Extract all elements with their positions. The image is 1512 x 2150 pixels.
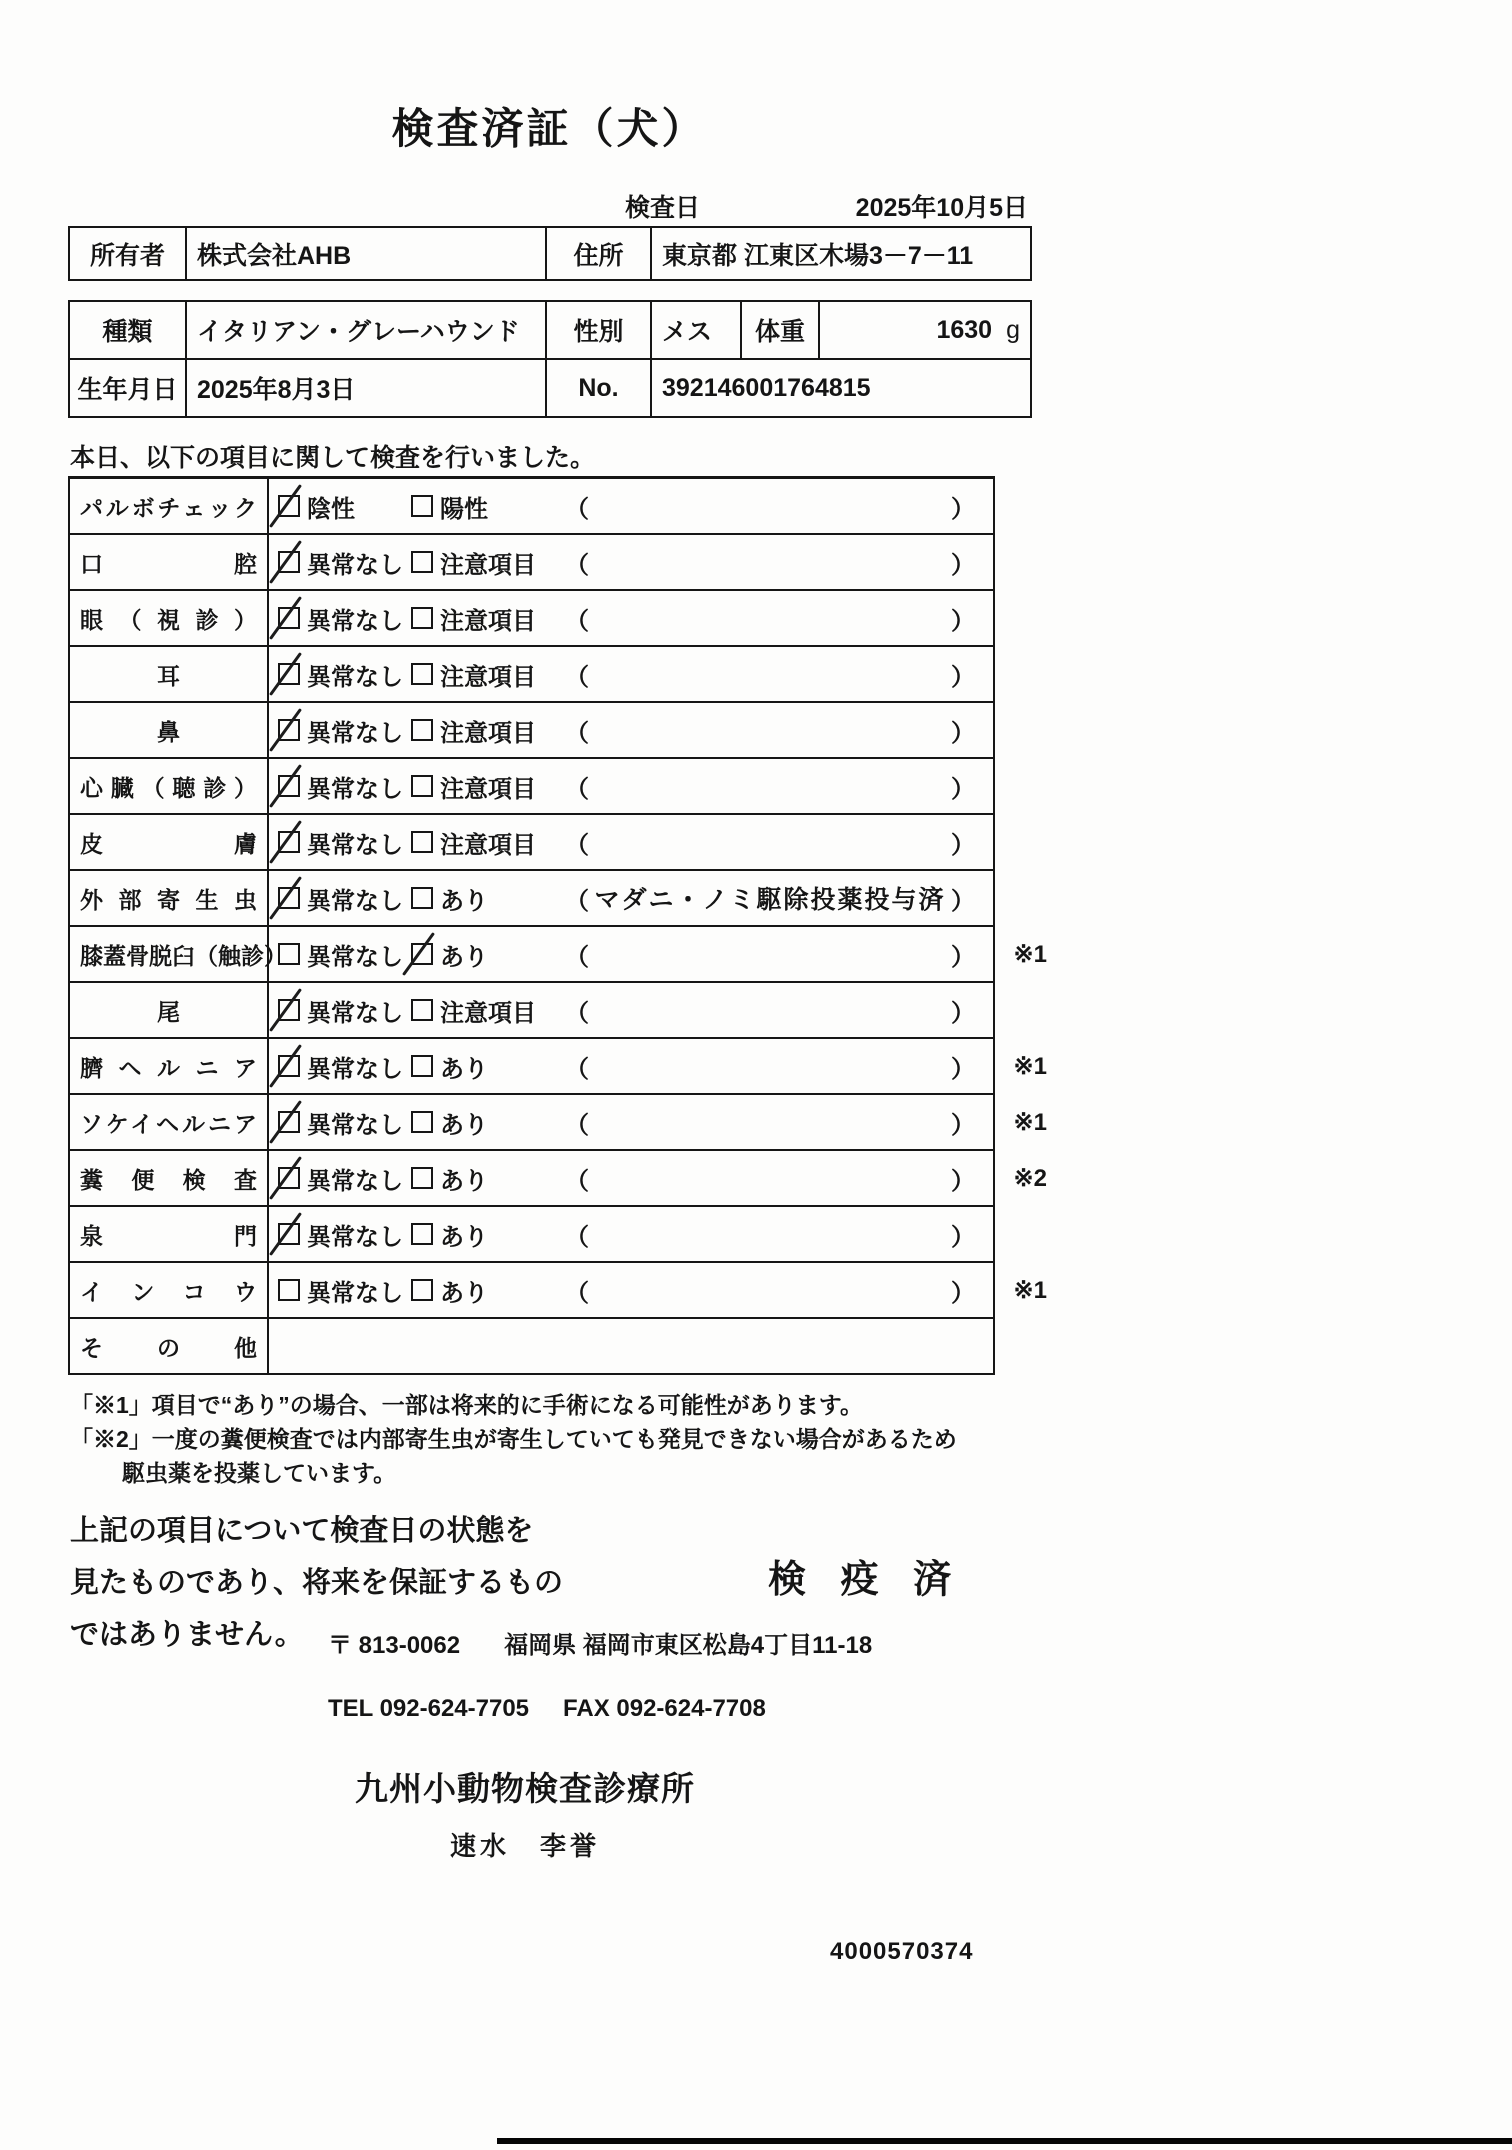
option-1-label: 異常なし	[307, 1167, 403, 1195]
checkbox	[278, 607, 300, 629]
option-1	[278, 713, 411, 748]
option-2	[411, 713, 563, 748]
checklist-item-label: その他	[80, 1334, 257, 1361]
checklist-row	[68, 927, 1047, 983]
option-1-label: 異常なし	[307, 1279, 403, 1307]
checklist-row	[68, 703, 995, 759]
option-1-label: 異常なし	[307, 607, 403, 635]
option-2	[411, 1273, 563, 1308]
option-1	[278, 601, 411, 636]
remark-text: マダニ・ノミ駆除投薬投与済	[594, 886, 946, 914]
option-2	[411, 769, 563, 804]
paren-open: （	[565, 999, 589, 1027]
option-2-label: あり	[440, 1055, 488, 1083]
option-1-label: 異常なし	[307, 719, 403, 747]
option-2-label: 注意項目	[440, 607, 536, 635]
checklist-item-cell	[70, 1095, 269, 1149]
checklist-intro: 本日、以下の項目に関して検査を行いました。	[70, 444, 596, 472]
checkbox	[411, 663, 433, 685]
checkbox	[411, 887, 433, 909]
postal-code: 〒 813-0062	[328, 1632, 461, 1659]
checklist-table	[68, 476, 1047, 1375]
inspection-date-value: 2025年10月5日	[855, 194, 1028, 222]
option-2	[411, 657, 563, 692]
option-1	[278, 1217, 411, 1252]
checklist-item-label: 膝蓋骨脱臼（触診）	[80, 942, 287, 969]
disclaimer-line-2: 見たものであり、将来を保証するもの	[70, 1567, 564, 1599]
checkbox	[411, 831, 433, 853]
checkbox	[278, 495, 300, 517]
checklist-options-cell	[269, 535, 993, 589]
checklist-row	[68, 591, 995, 647]
paren-close: ）	[951, 831, 975, 859]
address-label: 住所	[546, 227, 651, 280]
option-1-label: 陰性	[307, 495, 355, 523]
checklist-item-cell	[70, 1207, 269, 1261]
option-1	[278, 993, 411, 1028]
option-1	[278, 937, 411, 972]
option-1	[278, 1105, 411, 1140]
paren-open: （	[565, 607, 589, 635]
option-1	[278, 1273, 411, 1308]
checklist-options-cell	[269, 815, 993, 869]
checkbox	[278, 831, 300, 853]
note-badge: ※1	[1013, 1109, 1047, 1136]
paren-open: （	[565, 719, 589, 747]
checklist-item-label: 糞便検査	[80, 1166, 257, 1193]
option-2	[411, 545, 563, 580]
checklist-row	[68, 1207, 995, 1263]
checklist-item-label: インコウ	[80, 1278, 257, 1305]
checklist-item-cell	[70, 815, 269, 869]
inspection-date-line	[68, 188, 1030, 224]
checklist-options-cell	[269, 871, 993, 925]
inspection-date-label: 検査日	[625, 194, 701, 222]
checklist-item-cell	[70, 1319, 269, 1373]
birth-value: 2025年8月3日	[186, 359, 546, 417]
checklist-item-label: 皮膚	[80, 830, 257, 857]
option-1	[278, 825, 411, 860]
checklist-options-cell	[269, 983, 993, 1037]
checklist-options-cell	[269, 647, 993, 701]
page-title: 検査済証（犬）	[391, 105, 707, 152]
checkbox	[278, 551, 300, 573]
option-1-label: 異常なし	[307, 943, 403, 971]
checklist-options-cell	[269, 1319, 993, 1373]
checklist-item-label: 泉門	[80, 1222, 257, 1249]
checklist-options-cell	[269, 927, 993, 981]
weight-unit: g	[1006, 315, 1020, 344]
scan-artifact-line	[497, 2138, 1512, 2144]
serial-number: 4000570374	[830, 1938, 974, 1965]
option-2-label: あり	[440, 1167, 488, 1195]
checklist-item-cell	[70, 983, 269, 1037]
checkbox	[411, 1055, 433, 1077]
owner-table	[68, 226, 1032, 281]
checklist-item-label: 耳	[157, 662, 180, 689]
checklist-options-cell	[269, 1039, 993, 1093]
microchip-no-value: 392146001764815	[651, 359, 1031, 417]
option-1	[278, 489, 411, 524]
checklist-item-cell	[70, 703, 269, 757]
checkbox	[278, 663, 300, 685]
paren-open: （	[565, 495, 589, 523]
option-2	[411, 937, 563, 972]
option-2	[411, 1049, 563, 1084]
checkbox	[278, 1223, 300, 1245]
checklist-options-cell	[269, 479, 993, 533]
note-badge: ※1	[1013, 941, 1047, 968]
checklist-options-cell	[269, 1263, 993, 1317]
checklist-row	[68, 871, 995, 927]
option-2-label: 注意項目	[440, 719, 536, 747]
clinic-block	[351, 1763, 699, 1863]
sex-label: 性別	[546, 301, 651, 359]
note-badge: ※1	[1013, 1277, 1047, 1304]
checkbox	[278, 1279, 300, 1301]
option-1-label: 異常なし	[307, 775, 403, 803]
checklist-item-cell	[70, 1151, 269, 1205]
breed-row	[69, 301, 1031, 359]
paren-close: ）	[951, 607, 975, 635]
option-2-label: 注意項目	[440, 663, 536, 691]
option-1-label: 異常なし	[307, 1055, 403, 1083]
option-2-label: 注意項目	[440, 831, 536, 859]
footnote-2-continued: 駆虫薬を投薬しています。	[122, 1460, 397, 1486]
checklist-item-cell	[70, 535, 269, 589]
paren-open: （	[565, 775, 589, 803]
weight-label: 体重	[741, 301, 819, 359]
note-badge: ※1	[1013, 1053, 1047, 1080]
option-1-label: 異常なし	[307, 1223, 403, 1251]
paren-close: ）	[951, 1223, 975, 1251]
fax-number: FAX 092-624-7708	[563, 1695, 766, 1722]
option-1	[278, 545, 411, 580]
disclaimer-line-1: 上記の項目について検査日の状態を	[70, 1515, 534, 1547]
option-1-label: 異常なし	[307, 663, 403, 691]
checklist-item-label: 眼（視診）	[80, 606, 257, 633]
footnote-2: 「※2」一度の糞便検査では内部寄生虫が寄生していても発見できない場合があるため	[70, 1426, 957, 1452]
paren-close: ）	[951, 943, 975, 971]
option-2-label: あり	[440, 887, 488, 915]
option-2	[411, 881, 563, 916]
checklist-options-cell	[269, 1151, 993, 1205]
checklist-item-label: ソケイヘルニア	[80, 1110, 257, 1137]
checklist-item-cell	[70, 1263, 269, 1317]
footnote-1: 「※1」項目で“あり”の場合、一部は将来的に手術になる可能性があります。	[70, 1392, 863, 1418]
birth-row	[69, 359, 1031, 417]
tel-number: TEL 092-624-7705	[328, 1695, 530, 1722]
birth-label: 生年月日	[69, 359, 186, 417]
option-1-label: 異常なし	[307, 887, 403, 915]
checkbox	[411, 1167, 433, 1189]
checkbox	[278, 1055, 300, 1077]
option-1	[278, 1049, 411, 1084]
checklist-item-cell	[70, 479, 269, 533]
option-2-label: 注意項目	[440, 999, 536, 1027]
paren-close: ）	[951, 551, 975, 579]
option-1	[278, 881, 411, 916]
checklist-item-label: 臍ヘルニア	[80, 1054, 257, 1081]
checklist-item-cell	[70, 647, 269, 701]
animal-info-table	[68, 300, 1032, 418]
paren-open: （	[565, 831, 589, 859]
option-2	[411, 993, 563, 1028]
disclaimer-line-3: ではありません。	[70, 1619, 304, 1651]
checklist-row	[68, 647, 995, 703]
checkbox	[411, 775, 433, 797]
option-1-label: 異常なし	[307, 999, 403, 1027]
checkbox	[278, 943, 300, 965]
clinic-name: 九州小動物検査診療所	[355, 1770, 695, 1807]
checklist-item-label: 尾	[157, 998, 180, 1025]
paren-close: ）	[951, 719, 975, 747]
checkbox	[411, 551, 433, 573]
option-1	[278, 1161, 411, 1196]
paren-close: ）	[951, 663, 975, 691]
checklist-row	[68, 1039, 1047, 1095]
veterinarian-name: 速水 李誉	[449, 1831, 600, 1861]
checkbox	[278, 999, 300, 1021]
checkbox	[411, 719, 433, 741]
checklist-item-label: パルボチェック	[80, 494, 257, 521]
paren-open: （	[565, 1055, 589, 1083]
checkbox	[411, 495, 433, 517]
checklist-options-cell	[269, 1095, 993, 1149]
checkbox	[411, 607, 433, 629]
checklist-item-label: 口腔	[80, 550, 257, 577]
note-badge: ※2	[1013, 1165, 1047, 1192]
option-2-label: あり	[440, 943, 488, 971]
checklist-row	[68, 535, 995, 591]
paren-open: （	[565, 887, 589, 915]
checklist-row	[68, 759, 995, 815]
paren-close: ）	[951, 495, 975, 523]
checkbox	[411, 1111, 433, 1133]
footnotes	[70, 1388, 957, 1490]
option-2-label: あり	[440, 1279, 488, 1307]
checklist-row	[68, 1263, 1047, 1319]
checklist-item-cell	[70, 759, 269, 813]
owner-value: 株式会社AHB	[186, 227, 546, 280]
option-2-label: 注意項目	[440, 551, 536, 579]
checklist-item-cell	[70, 871, 269, 925]
clinic-address-line	[328, 1625, 872, 1660]
option-2-label: あり	[440, 1111, 488, 1139]
option-1-label: 異常なし	[307, 551, 403, 579]
option-2-label: 注意項目	[440, 775, 536, 803]
checklist-row	[68, 983, 995, 1039]
checkbox	[278, 775, 300, 797]
clinic-contact-line	[328, 1695, 766, 1723]
paren-open: （	[565, 1223, 589, 1251]
sex-value: メス	[651, 301, 741, 359]
checklist-options-cell	[269, 703, 993, 757]
checklist-item-cell	[70, 1039, 269, 1093]
paren-open: （	[565, 551, 589, 579]
option-1	[278, 769, 411, 804]
paren-open: （	[565, 1111, 589, 1139]
checkbox	[411, 943, 433, 965]
paren-close: ）	[951, 1055, 975, 1083]
paren-open: （	[565, 1279, 589, 1307]
microchip-no-label: No.	[546, 359, 651, 417]
checklist-row	[68, 479, 995, 535]
checklist-options-cell	[269, 1207, 993, 1261]
checklist-item-label: 外部寄生虫	[80, 886, 257, 913]
checklist-row	[68, 1151, 1047, 1207]
checkbox	[278, 1111, 300, 1133]
option-2	[411, 825, 563, 860]
option-2-label: 陽性	[440, 495, 488, 523]
breed-value: イタリアン・グレーハウンド	[186, 301, 546, 359]
checklist-options-cell	[269, 591, 993, 645]
paren-close: ）	[951, 887, 975, 915]
paren-close: ）	[951, 775, 975, 803]
weight-value: 1630	[936, 315, 993, 344]
clinic-address: 福岡県 福岡市東区松島4丁目11-18	[504, 1632, 873, 1659]
option-1-label: 異常なし	[307, 831, 403, 859]
checkbox	[411, 1223, 433, 1245]
option-2	[411, 601, 563, 636]
checklist-row	[68, 815, 995, 871]
option-1-label: 異常なし	[307, 1111, 403, 1139]
checkbox	[278, 887, 300, 909]
option-1	[278, 657, 411, 692]
checklist-item-label: 心臓（聴診）	[80, 774, 257, 801]
checklist-item-cell	[70, 927, 287, 981]
owner-label: 所有者	[69, 227, 186, 280]
checkbox	[411, 1279, 433, 1301]
breed-label: 種類	[69, 301, 186, 359]
checklist-options-cell	[269, 759, 993, 813]
address-value: 東京都 江東区木場3－7－11	[651, 227, 1031, 280]
checkbox	[278, 719, 300, 741]
paren-open: （	[565, 943, 589, 971]
paren-close: ）	[951, 999, 975, 1027]
paren-close: ）	[951, 1279, 975, 1307]
option-2	[411, 1161, 563, 1196]
checklist-item-label: 鼻	[157, 718, 180, 745]
owner-row	[69, 227, 1031, 280]
option-2	[411, 1217, 563, 1252]
checklist-row	[68, 1095, 1047, 1151]
checklist-row	[68, 1319, 995, 1375]
option-2	[411, 489, 563, 524]
paren-open: （	[565, 663, 589, 691]
paren-close: ）	[951, 1167, 975, 1195]
option-2-label: あり	[440, 1223, 488, 1251]
option-2	[411, 1105, 563, 1140]
checklist-item-cell	[70, 591, 269, 645]
quarantine-stamp: 検 疫 済	[768, 1559, 964, 1601]
weight-value-cell	[819, 301, 1031, 359]
checkbox	[278, 1167, 300, 1189]
checkbox	[411, 999, 433, 1021]
paren-open: （	[565, 1167, 589, 1195]
paren-close: ）	[951, 1111, 975, 1139]
